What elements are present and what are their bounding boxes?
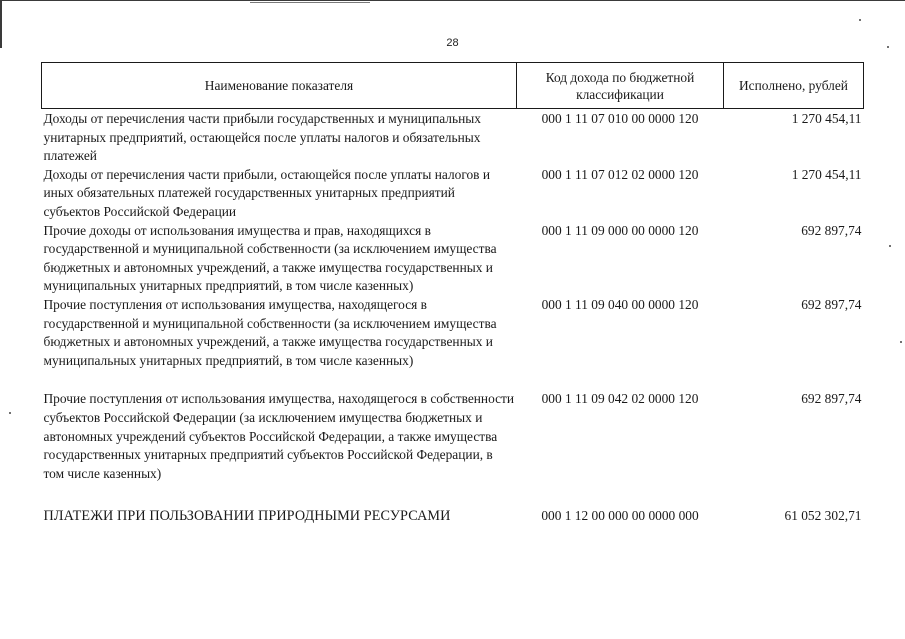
row-code: 000 1 11 09 040 00 0000 120 bbox=[541, 296, 699, 312]
table-row bbox=[42, 296, 864, 390]
header-code: Код дохода по бюджетной классификации bbox=[517, 63, 724, 109]
table-row bbox=[42, 166, 864, 222]
table-row bbox=[42, 109, 864, 166]
table-row-group bbox=[42, 507, 864, 526]
row-amount: 692 897,74 bbox=[801, 391, 862, 407]
scan-speck bbox=[900, 341, 902, 343]
scan-speck bbox=[9, 412, 11, 414]
row-code: 000 1 12 00 000 00 0000 000 bbox=[541, 508, 699, 524]
row-amount: 61 052 302,71 bbox=[784, 508, 862, 524]
scan-edge-mark bbox=[250, 2, 370, 3]
row-code: 000 1 11 07 012 02 0000 120 bbox=[541, 166, 699, 182]
page-number: 28 bbox=[446, 37, 459, 49]
row-amount: 1 270 454,11 bbox=[791, 111, 862, 126]
row-name: Прочие поступления от использования имущества, находящегося в государственной и муниципальной собственности (за исключением имущества бюджетных и автономных учреждений, а также имущества государственных и муниципальных унитарных предприятий, в том числе казенных) bbox=[43, 296, 497, 368]
row-code: 000 1 11 07 010 00 0000 120 bbox=[541, 111, 699, 126]
header-amount: Исполнено, рублей bbox=[724, 63, 864, 109]
table-row bbox=[42, 222, 864, 296]
row-name: Прочие поступления от использования имущества, находящегося в собственности субъектов Российской Федерации (за исключением имущества бюджетных и автономных учреждений субъектов Российской Федерации, а также имущества государственных унитарных предприятий субъектов Российской Федерации, в том числе казенных) bbox=[43, 391, 515, 481]
income-table bbox=[41, 62, 864, 526]
row-amount: 692 897,74 bbox=[801, 296, 862, 312]
row-name: Прочие доходы от использования имущества и прав, находящихся в государственной и муниципальной собственности (за исключением имущества бюджетных и автономных учреждений, а также имущества государственных и муниципальных унитарных предприятий, в том числе казенных) bbox=[43, 222, 497, 294]
row-code: 000 1 11 09 042 02 0000 120 bbox=[541, 391, 699, 407]
table-row bbox=[42, 390, 864, 507]
row-name: Доходы от перечисления части прибыли государственных и муниципальных унитарных предприятий, остающейся после уплаты налогов и обязательных платежей bbox=[43, 111, 481, 164]
row-amount: 1 270 454,11 bbox=[791, 166, 862, 182]
row-amount: 692 897,74 bbox=[801, 222, 862, 238]
row-name: Доходы от перечисления части прибыли, остающейся после уплаты налогов и иных обязательных платежей государственных унитарных предприятий субъектов Российской Федерации bbox=[43, 166, 491, 219]
row-name: ПЛАТЕЖИ ПРИ ПОЛЬЗОВАНИИ ПРИРОДНЫМИ РЕСУРСАМИ bbox=[43, 508, 451, 525]
row-code: 000 1 11 09 000 00 0000 120 bbox=[541, 222, 699, 238]
scan-speck bbox=[889, 245, 891, 247]
scan-speck bbox=[859, 19, 861, 21]
header-name: Наименование показателя bbox=[42, 63, 517, 109]
table-header-row bbox=[42, 63, 864, 109]
scan-edge-top bbox=[0, 0, 905, 6]
